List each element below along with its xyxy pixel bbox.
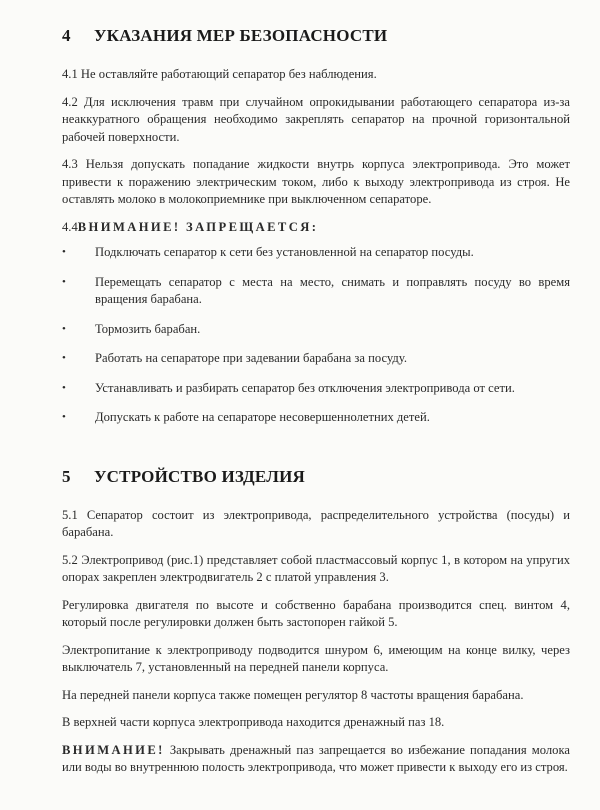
paragraph-5-4: Электропитание к электроприводу подводится шнуром 6, имеющим на конце вилку, через выключатель 7, установленный на передней панели корпуса. bbox=[62, 642, 570, 674]
list-item bbox=[62, 274, 570, 309]
paragraph-5-6: В верхней части корпуса электропривода находится дренажный паз 18. bbox=[62, 715, 445, 729]
paragraph-4-3: 4.3 Нельзя допускать попадание жидкости внутрь корпуса электропривода. Это может привести к поражению электрическим током, либо к выходу электропривода из строя. Не оставлять молоко в молокоприемнике при выключенном сепараторе. bbox=[62, 157, 570, 206]
list-item bbox=[62, 321, 570, 339]
paragraph-5-5: На передней панели корпуса также помещен регулятор 8 частоты вращения барабана. bbox=[62, 687, 524, 702]
bullet-icon: • bbox=[62, 275, 66, 288]
section-5-title: УСТРОЙСТВО ИЗДЕЛИЯ bbox=[94, 466, 305, 486]
prohibited-list bbox=[62, 244, 570, 427]
section-4-heading bbox=[62, 26, 570, 46]
paragraph-5-7-text: Закрывать дренажный паз запрещается во избежание попадания молока или воды во внутреннюю полость электропривода, что может привести к выходу его из строя. bbox=[62, 742, 570, 774]
list-item bbox=[62, 350, 570, 368]
list-item-text: Перемещать сепаратор с места на место, снимать и поправлять посуду во время вращения барабана. bbox=[95, 274, 570, 306]
list-item-text: Работать на сепараторе при задевании барабана за посуду. bbox=[95, 351, 407, 365]
list-item-text: Подключать сепаратор к сети без установленной на сепаратор посуды. bbox=[95, 245, 474, 259]
list-item-text: Устанавливать и разбирать сепаратор без отключения электропривода от сети. bbox=[95, 380, 515, 395]
section-spacer bbox=[62, 439, 570, 467]
paragraph-4-2: 4.2 Для исключения травм при случайном опрокидывании работающего сепаратора из-за неаккуратного обращения необходимо закреплять сепаратор на прочной горизонтальной рабочей поверхности. bbox=[62, 94, 570, 144]
section-4-title: УКАЗАНИЯ МЕР БЕЗОПАСНОСТИ bbox=[94, 26, 388, 45]
paragraph-5-1: 5.1 Сепаратор состоит из электропривода, распределительного устройства (посуды) и барабана. bbox=[62, 507, 570, 539]
paragraph-4-4-title bbox=[62, 219, 570, 237]
paragraph-4-1 bbox=[62, 66, 570, 84]
paragraph-4-4-number: 4.4 bbox=[62, 219, 78, 234]
paragraph-4-1-text: 4.1 Не оставляйте работающий сепаратор без наблюдения. bbox=[62, 67, 377, 81]
list-item-text: Тормозить барабан. bbox=[95, 321, 201, 336]
warning-word: ВНИМАНИЕ! bbox=[62, 742, 165, 757]
paragraph-5-2: 5.2 Электропривод (рис.1) представляет собой пластмассовый корпус 1, в котором на упругих опорах закреплен электродвигатель 2 с платой управления 3. bbox=[62, 552, 570, 584]
bullet-icon: • bbox=[62, 352, 66, 364]
list-item-text: Допускать к работе на сепараторе несовершеннолетних детей. bbox=[95, 410, 430, 424]
section-5-number: 5 bbox=[62, 466, 71, 486]
bullet-icon: • bbox=[62, 411, 66, 423]
bullet-icon: • bbox=[62, 381, 66, 394]
bullet-icon: • bbox=[62, 322, 66, 335]
list-item bbox=[62, 244, 570, 262]
bullet-icon: • bbox=[62, 246, 66, 258]
paragraph-5-7 bbox=[62, 742, 570, 777]
list-item bbox=[62, 380, 570, 398]
prohibited-warning: ВНИМАНИЕ! ЗАПРЕЩАЕТСЯ: bbox=[77, 219, 319, 234]
section-5-heading bbox=[62, 467, 570, 487]
section-4-number: 4 bbox=[62, 26, 71, 45]
paragraph-5-3: Регулировка двигателя по высоте и собственно барабана производится спец. винтом 4, который после регулировки должен быть застопорен гайкой 5. bbox=[62, 597, 570, 629]
list-item bbox=[62, 409, 570, 427]
